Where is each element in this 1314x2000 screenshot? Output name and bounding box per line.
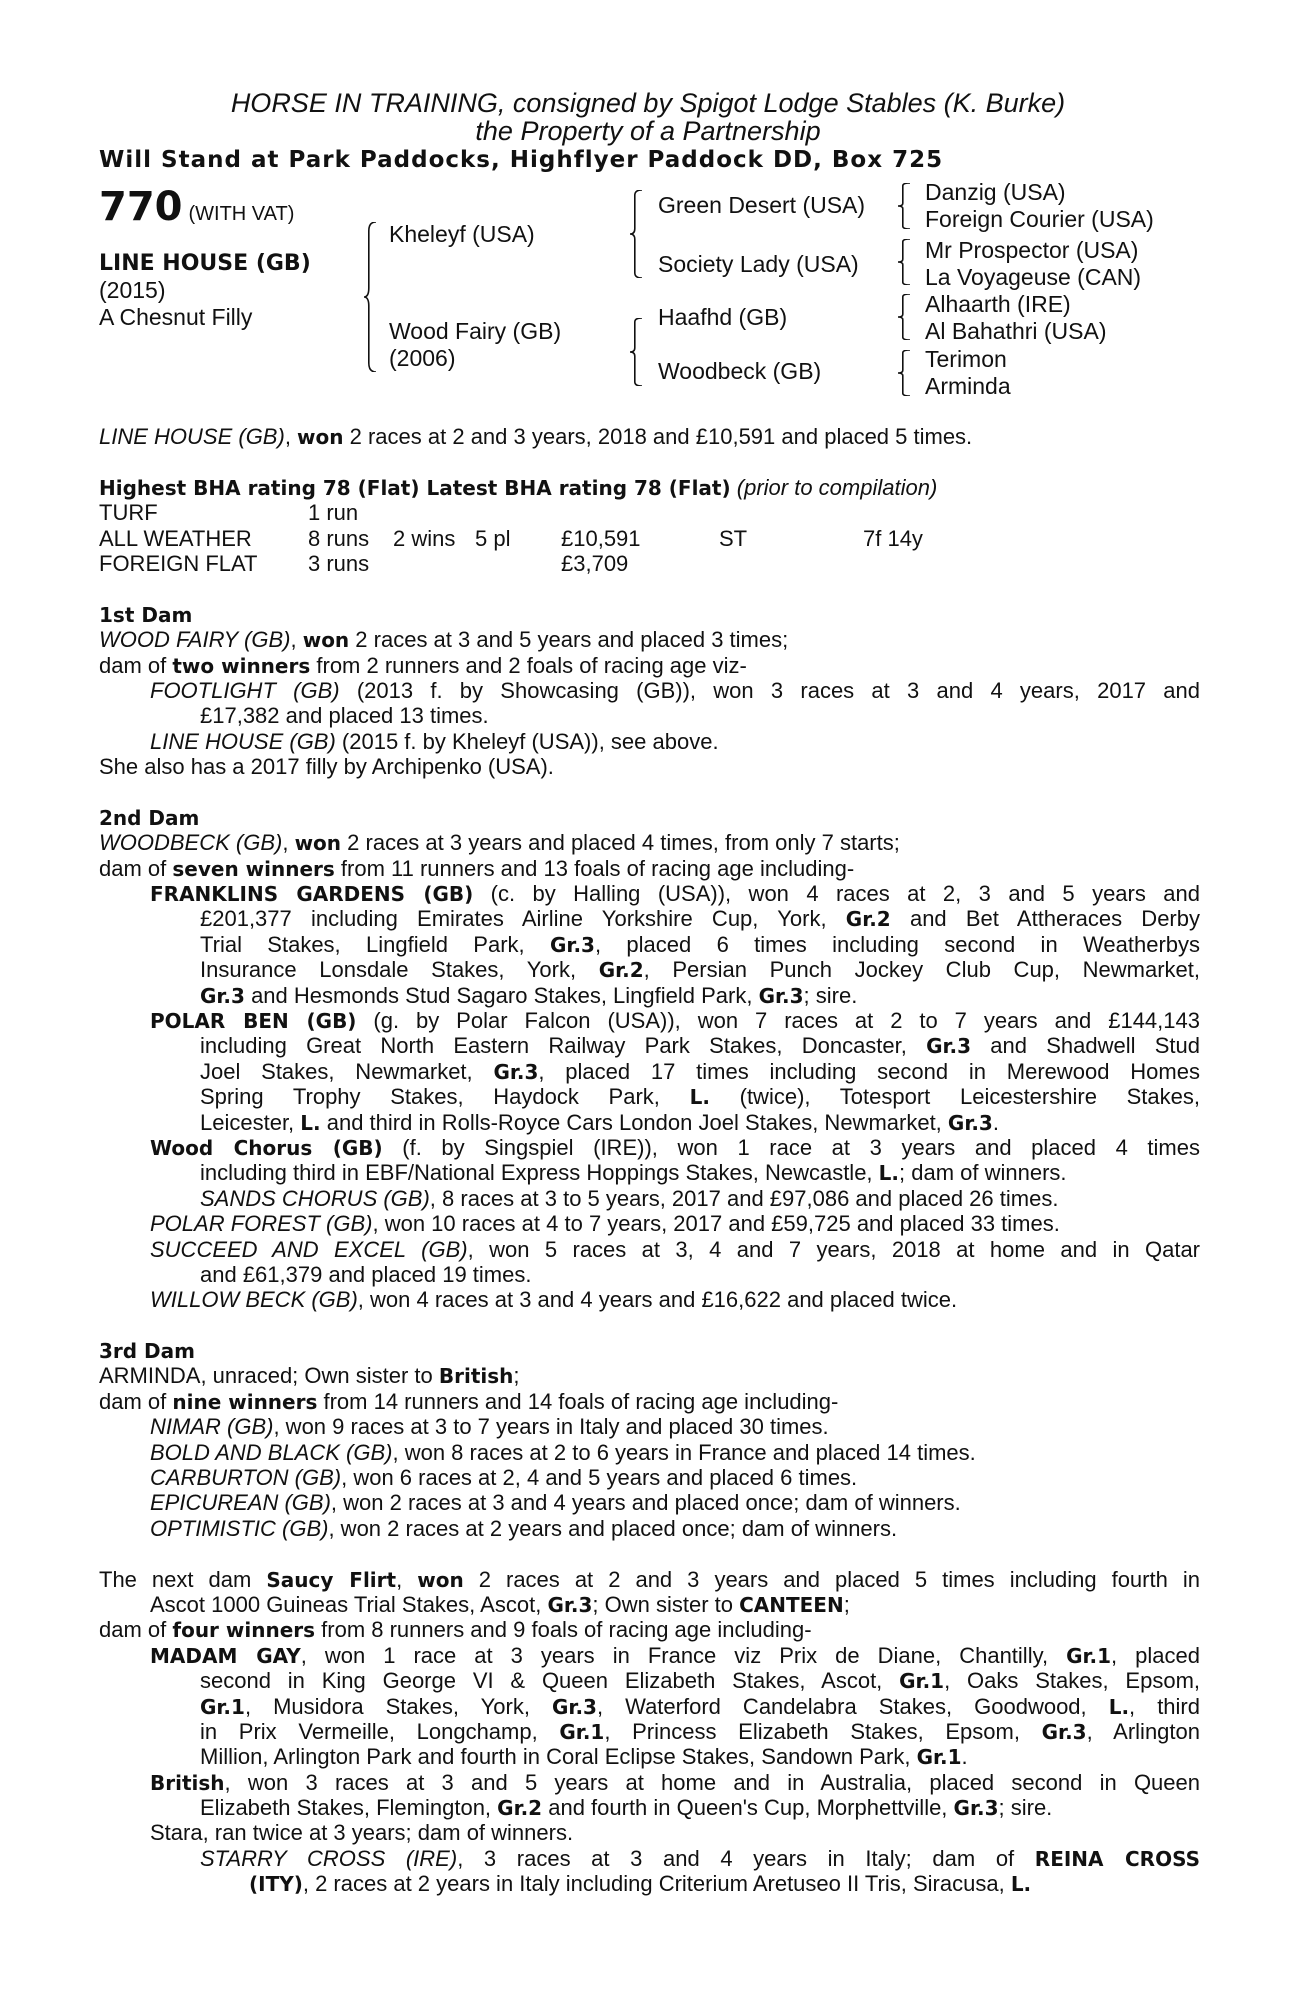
- ratings-cell: 3 runs: [308, 550, 370, 576]
- bold-text: Gr.1: [916, 1745, 962, 1770]
- text-line: [99, 1110, 1200, 1135]
- ratings-cell: TURF: [99, 500, 158, 526]
- text: second in King George VI & Queen Elizabeth Stakes, Ascot,: [200, 1668, 900, 1694]
- text-line: [99, 1389, 1200, 1414]
- pedigree-brace-g3-2: [898, 239, 910, 285]
- text: (2013 f. by Showcasing (GB)), won 3 races at 3 and 4 years, 2017 and: [339, 677, 1200, 703]
- lot-number: [99, 184, 294, 230]
- bold-text: L.: [689, 1085, 710, 1110]
- bold-text: Gr.3: [758, 983, 804, 1008]
- bold-text: CANTEEN: [739, 1592, 844, 1617]
- text-line: [99, 1414, 1200, 1439]
- text: 2 races at 3 years and placed 4 times, from only 7 starts;: [341, 830, 900, 856]
- ratings-cell: ST: [719, 525, 748, 551]
- text: (g. by Polar Falcon (USA)), won 7 races at 2 to 7 years and £144,143: [356, 1007, 1200, 1033]
- text-line: [99, 1567, 1200, 1592]
- pedigree-brace-gen1: [364, 222, 376, 372]
- text: , placed 6 times including second in Weatherbys: [594, 931, 1200, 957]
- text-line: [99, 1719, 1200, 1744]
- bold-text: Gr.3: [547, 1592, 593, 1617]
- pedigree-gen3: Foreign Courier (USA): [925, 206, 1154, 232]
- text: .: [961, 1744, 968, 1770]
- text: (c. by Halling (USA)), won 4 races at 2, 3 and 5 years and: [473, 881, 1200, 907]
- text-line: [99, 754, 1200, 779]
- text-line: [99, 1008, 1200, 1033]
- text-line: [99, 1033, 1200, 1058]
- pedigree-gen3: Mr Prospector (USA): [925, 237, 1139, 263]
- bold-text: L.: [878, 1161, 900, 1186]
- text-line: [99, 678, 1200, 703]
- text-line: [99, 1592, 1200, 1617]
- text-line: [99, 1617, 1200, 1642]
- bold-text: Saucy Flirt: [266, 1567, 397, 1592]
- ratings-cell: 8 runs: [308, 525, 370, 551]
- text: Elizabeth Stakes, Flemington,: [200, 1795, 498, 1821]
- bold-text: Gr.3: [200, 983, 245, 1008]
- text-line: [99, 1465, 1200, 1490]
- section-ratings: [99, 475, 1200, 577]
- ratings-cell: FOREIGN FLAT: [99, 550, 258, 576]
- text: in Prix Vermeille, Longchamp,: [200, 1718, 560, 1744]
- bold-text: Gr.3: [953, 1796, 999, 1821]
- bold-text: Gr.1: [1066, 1643, 1112, 1668]
- pedigree-sire: Kheleyf (USA): [389, 221, 535, 247]
- text: ;: [843, 1591, 850, 1617]
- stand-location: Will Stand at Park Paddocks, Highflyer Paddock DD, Box 725: [99, 147, 944, 173]
- text-line: [99, 1770, 1200, 1795]
- text-line: [99, 830, 1200, 855]
- text: including Great North Eastern Railway Park Stakes, Doncaster,: [200, 1033, 927, 1059]
- text-line: [99, 932, 1200, 957]
- italic-text: STARRY CROSS (IRE): [200, 1845, 458, 1871]
- text: from 14 runners and 14 foals of racing age including-: [317, 1388, 839, 1414]
- bold-text: Gr.2: [598, 958, 644, 983]
- bold-text: won: [294, 831, 342, 856]
- ratings-cell: 1 run: [308, 500, 359, 526]
- pedigree-dam-sire: Haafhd (GB): [658, 304, 788, 330]
- ratings-cell: 7f 14y: [863, 525, 923, 551]
- text: £17,382 and placed 13 times.: [200, 703, 489, 729]
- italic-text: SUCCEED AND EXCEL (GB): [150, 1236, 468, 1262]
- italic-text: CARBURTON (GB): [150, 1465, 342, 1491]
- text: dam of: [99, 855, 173, 881]
- italic-text: POLAR FOREST (GB): [150, 1211, 373, 1237]
- bold-text: POLAR BEN (GB): [150, 1008, 357, 1033]
- text: , 2 races at 2 years in Italy including Criterium Aretuseo II Tris, Siracusa,: [302, 1871, 1011, 1897]
- italic-text: FOOTLIGHT (GB): [150, 677, 340, 703]
- text-line: [99, 1262, 1200, 1287]
- text: ,: [284, 424, 298, 449]
- pedigree-brace-g3-4: [898, 350, 910, 396]
- text-line: [99, 1694, 1200, 1719]
- bold-text: L.: [1010, 1872, 1032, 1897]
- text: Joel Stakes, Newmarket,: [200, 1058, 494, 1084]
- text: and Shadwell Stud: [971, 1033, 1200, 1059]
- italic-text: (prior to compilation): [736, 474, 938, 500]
- text-line: [99, 856, 1200, 881]
- text: ARMINDA, unraced; Own sister to: [99, 1363, 439, 1389]
- bold-text: L.: [1108, 1694, 1130, 1719]
- ratings-row: [99, 526, 1200, 551]
- text: 2 races at 2 and 3 years, 2018 and £10,591 and placed 5 times.: [343, 424, 973, 449]
- text: £201,377 including Emirates Airline Yorkshire Cup, York,: [200, 906, 846, 932]
- section-heading: [99, 602, 1200, 627]
- pedigree-dam-dam: Woodbeck (GB): [658, 358, 822, 384]
- bold-text: Gr.1: [899, 1669, 945, 1694]
- text: , 8 races at 3 to 5 years, 2017 and £97,086 and placed 26 times.: [429, 1185, 1059, 1211]
- text-line: [99, 1059, 1200, 1084]
- text-line: [99, 957, 1200, 982]
- pedigree-gen3: Terimon: [925, 346, 1007, 372]
- text-line: [99, 653, 1200, 678]
- pedigree-brace-sire: [630, 190, 642, 278]
- text: , won 2 races at 2 years and placed once; dam of winners.: [328, 1515, 898, 1541]
- bold-text: British: [438, 1364, 514, 1389]
- text: dam of: [99, 652, 173, 678]
- text-line: [99, 1871, 1200, 1896]
- ratings-cell: £3,709: [561, 550, 629, 576]
- bold-text: Wood Chorus (GB): [150, 1135, 383, 1160]
- pedigree-brace-dam: [630, 318, 642, 386]
- text: and Hesmonds Stud Sagaro Stakes, Lingfield Park,: [244, 982, 759, 1008]
- italic-text: EPICUREAN (GB): [150, 1490, 331, 1516]
- text-line: [99, 627, 1200, 652]
- bold-text: Gr.1: [200, 1694, 245, 1719]
- bold-text: Gr.2: [497, 1796, 543, 1821]
- pedigree-dam: Wood Fairy (GB): [389, 318, 562, 344]
- text-line: [99, 1820, 1200, 1845]
- text: dam of: [99, 1388, 173, 1414]
- text: , Arlington: [1086, 1718, 1200, 1744]
- ratings-row: [99, 551, 1200, 576]
- bold-text: won: [302, 628, 350, 653]
- text-line: [99, 1287, 1200, 1312]
- text-line: [99, 1135, 1200, 1160]
- text-line: [99, 983, 1200, 1008]
- text: , Persian Punch Jockey Club Cup, Newmarket,: [643, 957, 1200, 983]
- text: .: [992, 1109, 999, 1135]
- bold-text: Gr.3: [493, 1059, 539, 1084]
- bold-text: seven winners: [172, 856, 335, 881]
- catalogue-subtitle: the Property of a Partnership: [475, 116, 821, 146]
- bold-text: nine winners: [172, 1389, 318, 1414]
- bold-text: REINA CROSS: [1034, 1846, 1200, 1871]
- italic-text: SANDS CHORUS (GB): [200, 1185, 430, 1211]
- bold-text: 3rd Dam: [99, 1339, 195, 1364]
- text-line: [99, 1363, 1200, 1388]
- text: , won 4 races at 3 and 4 years and £16,622 and placed twice.: [357, 1287, 958, 1313]
- bold-text: Gr.3: [1041, 1719, 1087, 1744]
- pedigree-dam-year: (2006): [389, 345, 456, 371]
- pedigree-brace-g3-1: [898, 183, 910, 229]
- pedigree-gen3: Alhaarth (IRE): [925, 291, 1071, 317]
- text-line: [99, 1668, 1200, 1693]
- pedigree-sire-dam: Society Lady (USA): [658, 251, 859, 277]
- vat-note: (WITH VAT): [188, 203, 295, 225]
- text: ; Own sister to: [592, 1591, 740, 1617]
- text: , 3 races at 3 and 4 years in Italy; dam of: [457, 1845, 1035, 1871]
- bold-text: Gr.3: [552, 1694, 597, 1719]
- text: and third in Rolls-Royce Cars London Joel Stakes, Newmarket,: [320, 1109, 948, 1135]
- bold-text: MADAM GAY: [150, 1643, 301, 1668]
- pedigree-gen3: La Voyageuse (CAN): [925, 264, 1142, 290]
- text-line: [99, 1211, 1200, 1236]
- text: Stara, ran twice at 3 years; dam of winners.: [150, 1820, 574, 1846]
- text: , won 10 races at 4 to 7 years, 2017 and £59,725 and placed 33 times.: [372, 1211, 1060, 1237]
- section-third-dam: [99, 1338, 1200, 1541]
- text: , Musidora Stakes, York,: [244, 1693, 553, 1719]
- italic-text: LINE HOUSE (GB): [150, 728, 336, 754]
- bold-text: 2nd Dam: [99, 805, 200, 830]
- text-line: [99, 906, 1200, 931]
- bold-text: L.: [300, 1110, 321, 1135]
- text-line: [99, 881, 1200, 906]
- bold-text: (ITY): [249, 1872, 303, 1897]
- text: from 2 runners and 2 foals of racing age viz-: [310, 652, 747, 678]
- text: Million, Arlington Park and fourth in Coral Eclipse Stakes, Sandown Park,: [200, 1744, 917, 1770]
- pedigree-gen3: Arminda: [925, 373, 1011, 399]
- text: 2 races at 3 and 5 years and placed 3 times;: [349, 627, 789, 653]
- text-line: [99, 729, 1200, 754]
- italic-text: BOLD AND BLACK (GB): [150, 1439, 393, 1465]
- text: ;: [513, 1363, 520, 1389]
- text-line: [99, 703, 1200, 728]
- ratings-cell: £10,591: [561, 525, 641, 551]
- text: , won 2 races at 3 and 4 years and placed once; dam of winners.: [330, 1490, 961, 1516]
- text-line: [99, 1186, 1200, 1211]
- text: , third: [1129, 1693, 1200, 1719]
- text: ; sire.: [803, 982, 858, 1008]
- lot-number-value: 770: [99, 184, 183, 230]
- text: , won 1 race at 3 years in France viz Prix de Diane, Chantilly,: [300, 1642, 1067, 1668]
- bold-text: Gr.3: [926, 1034, 972, 1059]
- section-heading: [99, 1338, 1200, 1363]
- text: , Princess Elizabeth Stakes, Epsom,: [604, 1718, 1042, 1744]
- text-line: [99, 424, 1200, 449]
- italic-text: WOODBECK (GB): [99, 830, 283, 856]
- text: from 11 runners and 13 foals of racing age including-: [334, 855, 855, 881]
- bold-text: Highest BHA rating 78 (Flat) Latest BHA rating 78 (Flat): [99, 475, 731, 500]
- text: , Waterford Candelabra Stakes, Goodwood,: [596, 1693, 1109, 1719]
- text: , placed 17 times including second in Merewood Homes: [538, 1058, 1200, 1084]
- text: and fourth in Queen's Cup, Morphettville,: [542, 1795, 954, 1821]
- text-line: [99, 1846, 1200, 1871]
- text: , won 6 races at 2, 4 and 5 years and placed 6 times.: [341, 1465, 858, 1491]
- bold-text: won: [297, 425, 344, 449]
- bold-text: two winners: [172, 653, 311, 678]
- text: from 8 runners and 9 foals of racing age including-: [315, 1617, 812, 1643]
- text: , won 5 races at 3, 4 and 7 years, 2018 at home and in Qatar: [467, 1236, 1200, 1262]
- text: and £61,379 and placed 19 times.: [200, 1261, 532, 1287]
- pedigree-sire-sire: Green Desert (USA): [658, 192, 866, 218]
- text: ,: [290, 627, 303, 653]
- text-line: [99, 1795, 1200, 1820]
- italic-text: LINE HOUSE (GB): [99, 424, 285, 449]
- text: Ascot 1000 Guineas Trial Stakes, Ascot,: [150, 1591, 548, 1617]
- pedigree-brace-g3-3: [898, 294, 910, 340]
- bold-text: Gr.3: [947, 1110, 993, 1135]
- text: , won 8 races at 2 to 6 years in France and placed 14 times.: [392, 1439, 976, 1465]
- ratings-cell: ALL WEATHER: [99, 525, 252, 551]
- bold-text: won: [417, 1567, 464, 1592]
- section-summary: [99, 424, 1200, 449]
- text: ; dam of winners.: [899, 1160, 1067, 1186]
- bold-text: FRANKLINS GARDENS (GB): [150, 882, 474, 907]
- text-line: [99, 1516, 1200, 1541]
- section-next-dam: [99, 1567, 1200, 1897]
- text: Spring Trophy Stakes, Haydock Park,: [200, 1084, 690, 1110]
- text: , Oaks Stakes, Epsom,: [944, 1668, 1200, 1694]
- section-first-dam: [99, 602, 1200, 780]
- text: ,: [282, 830, 295, 856]
- text: , won 9 races at 3 to 7 years in Italy and placed 30 times.: [273, 1414, 829, 1440]
- pedigree-gen3: Al Bahathri (USA): [925, 318, 1107, 344]
- text: , placed: [1111, 1642, 1200, 1668]
- text-line: [99, 1643, 1200, 1668]
- text-line: [99, 1237, 1200, 1262]
- italic-text: NIMAR (GB): [150, 1414, 274, 1440]
- horse-description: A Chesnut Filly: [99, 304, 253, 330]
- bold-text: British: [150, 1770, 225, 1795]
- ratings-cell: 5 pl: [475, 525, 511, 551]
- bold-text: 1st Dam: [99, 602, 193, 627]
- text: (2015 f. by Kheleyf (USA)), see above.: [335, 728, 719, 754]
- text-line: [99, 1744, 1200, 1769]
- italic-text: WILLOW BECK (GB): [150, 1287, 358, 1313]
- bold-text: four winners: [172, 1618, 316, 1643]
- text: dam of: [99, 1617, 173, 1643]
- bold-text: Gr.3: [550, 932, 595, 957]
- text: ,: [396, 1566, 418, 1592]
- bold-text: Gr.2: [845, 907, 891, 932]
- section-second-dam: [99, 805, 1200, 1313]
- text-line: [99, 1490, 1200, 1515]
- catalogue-title: HORSE IN TRAINING, consigned by Spigot Lodge Stables (K. Burke): [230, 88, 1066, 118]
- pedigree-gen3: Danzig (USA): [925, 179, 1066, 205]
- text: (twice), Totesport Leicestershire Stakes,: [709, 1084, 1200, 1110]
- text: Leicester,: [200, 1109, 301, 1135]
- text: She also has a 2017 filly by Archipenko (USA).: [99, 754, 554, 780]
- text: 2 races at 2 and 3 years and placed 5 times including fourth in: [463, 1566, 1200, 1592]
- text-line: [99, 1084, 1200, 1109]
- text-line: [99, 1440, 1200, 1465]
- text: Insurance Lonsdale Stakes, York,: [200, 957, 599, 983]
- horse-name: LINE HOUSE (GB): [99, 251, 311, 276]
- ratings-cell: 2 wins: [393, 525, 456, 551]
- text-line: [99, 1160, 1200, 1185]
- section-heading: [99, 475, 1200, 500]
- text: The next dam: [99, 1566, 267, 1592]
- text: and Bet Attheraces Derby: [890, 906, 1200, 932]
- catalogue-body: [99, 424, 1200, 1922]
- italic-text: WOOD FAIRY (GB): [99, 627, 291, 653]
- italic-text: OPTIMISTIC (GB): [150, 1515, 329, 1541]
- horse-year: (2015): [99, 277, 166, 303]
- section-heading: [99, 805, 1200, 830]
- text: (f. by Singspiel (IRE)), won 1 race at 3 years and placed 4 times: [382, 1134, 1200, 1160]
- text: , won 3 races at 3 and 5 years at home and in Australia, placed second in Queen: [224, 1769, 1200, 1795]
- text: ; sire.: [998, 1795, 1053, 1821]
- text: including third in EBF/National Express Hoppings Stakes, Newcastle,: [200, 1160, 879, 1186]
- bold-text: Gr.1: [559, 1719, 605, 1744]
- ratings-row: [99, 500, 1200, 525]
- text: Trial Stakes, Lingfield Park,: [200, 931, 551, 957]
